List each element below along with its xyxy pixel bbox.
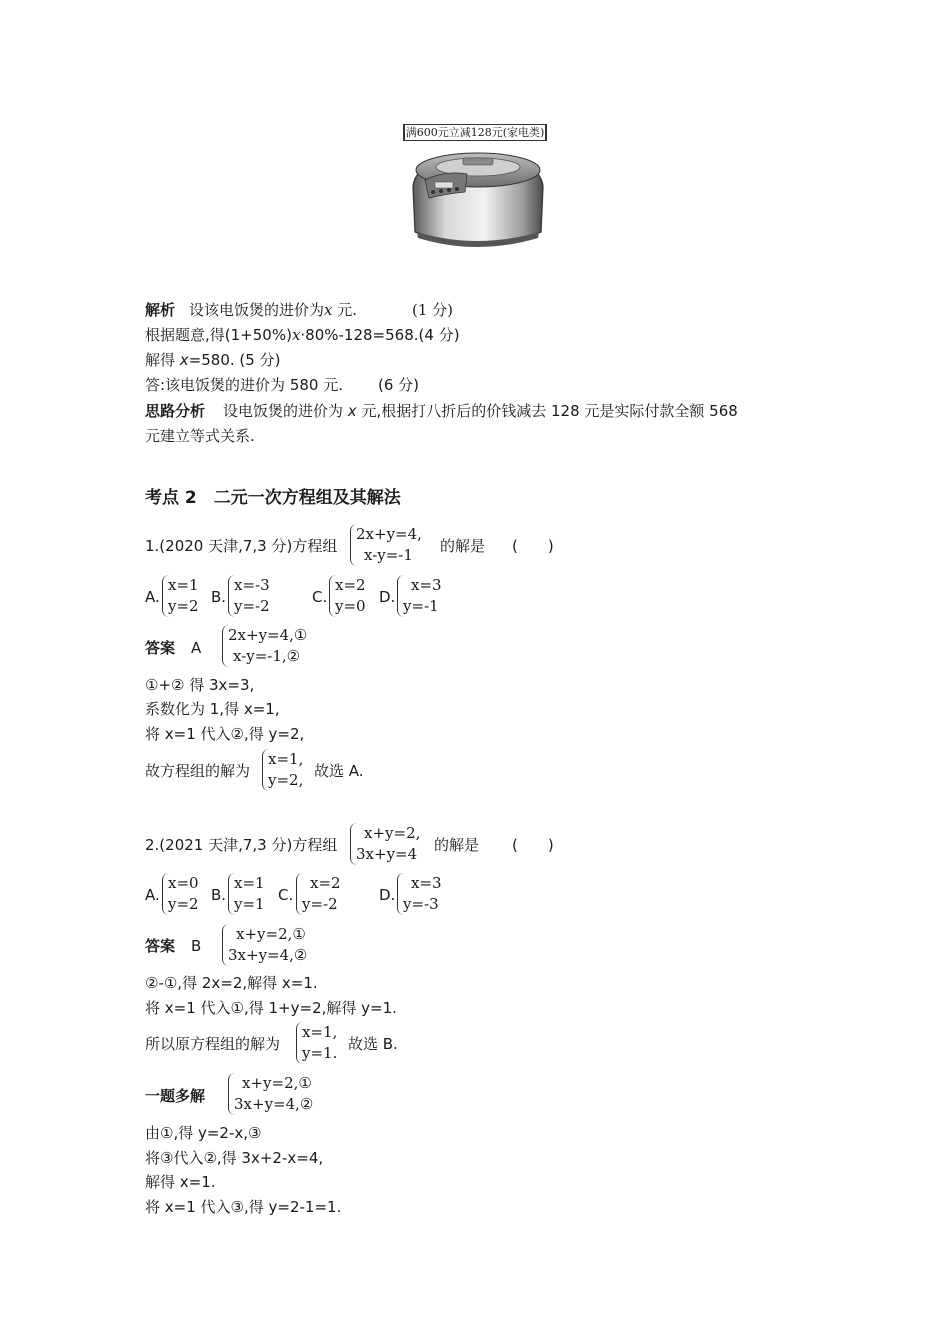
q1-option-a-letter: A. [145,588,160,606]
q2-step-1: ②-①,得 2x=2,解得 x=1. [145,974,318,992]
alt-step-2: 将③代入②,得 3x+2-x=4, [145,1149,324,1167]
q2-answer-label: 答案 [145,937,176,955]
q2-option-d-row-1: x=3 [411,874,442,892]
q1-step-3: 将 x=1 代入②,得 y=2, [145,725,305,743]
q1-option-b-row-1: x=-3 [234,576,270,594]
q2-answer-value: B [191,937,202,955]
q2-solution-row-1: x=1, [302,1023,338,1041]
q1-option-d-row-1: x=3 [411,576,442,594]
q1-option-d-letter: D. [379,588,396,606]
solution-step-2-tail: ·80%-128=568.(4 分) [300,326,460,344]
q1-stem-pre: 1.(2020 天津,7,3 分)方程组 [145,537,338,555]
q2-option-a-row-1: x=0 [168,874,199,892]
answer-text: 答:该电饭煲的进价为 580 元. [145,376,343,394]
analysis-text-b: 元,根据打八折后的价钱减去 128 元是实际付款全额 568 [356,402,738,420]
q2-step-3-pre: 所以原方程组的解为 [145,1035,281,1053]
q1-sys-row-2: x-y=-1 [364,546,413,564]
q1-option-a-row-2: y=2 [168,597,199,615]
q2-sys-row-2: 3x+y=4 [356,845,418,863]
q2-step-3-post: 故选 B. [348,1035,398,1053]
q2-answer [145,939,201,954]
q2-option-b-row-1: x=1 [234,874,265,892]
q1-step-1: ①+② 得 3x=3, [145,676,255,694]
alt-step-1: 由①,得 y=2-x,③ [145,1124,262,1142]
q1-system [350,524,422,566]
q1-answer-sys-row-1: 2x+y=4,① [228,626,308,644]
solution-step-1-tail: 元. [332,301,358,319]
q2-option-b-row-2: y=1 [234,895,265,913]
q1-option-a-row-1: x=1 [168,576,199,594]
promo-caption [403,124,547,141]
q2-option-b [228,873,265,915]
promo-caption-text: 满600元立减128元(家电类) [405,126,545,139]
var-x: x [347,402,357,420]
q2-option-d-row-2: y=-3 [403,895,439,913]
solution-line-1 [145,303,357,318]
alt-sys-row-2: 3x+y=4,② [234,1095,314,1113]
q1-step-4-pre: 故方程组的解为 [145,762,251,780]
q1-option-b-letter: B. [211,588,227,606]
q2-system [350,823,420,865]
q2-option-c-row-2: y=-2 [302,895,338,913]
q2-sys-row-1: x+y=2, [364,824,421,842]
q2-option-d-letter: D. [379,886,396,904]
alt-method-label: 一题多解 [145,1087,206,1105]
q1-answer-sys-row-2: x-y=-1,② [233,647,301,665]
q1-solution-row-1: x=1, [268,750,304,768]
alt-step-4: 将 x=1 代入③,得 y=2-1=1. [145,1198,342,1216]
score-1: (1 分) [412,301,454,319]
q1-option-c-row-1: x=2 [335,576,366,594]
q2-answer-sys-row-2: 3x+y=4,② [228,946,308,964]
section-title: 考点 2 二元一次方程组及其解法 [145,488,401,508]
alt-method-system [228,1073,313,1115]
q2-option-c-letter: C. [278,886,294,904]
q1-option-c-letter: C. [312,588,328,606]
analysis-line-2: 元建立等式关系. [145,427,255,445]
q2-answer-sys-row-1: x+y=2,① [236,925,306,943]
q1-answer-bracket: ( ) [512,537,554,555]
q1-option-d [397,575,442,617]
q1-option-d-row-2: y=-1 [403,597,439,615]
analysis-thought-label: 思路分析 [145,402,206,420]
solution-step-1: 设该电饭煲的进价为 [189,301,325,319]
q1-solution-row-2: y=2, [268,771,304,789]
q1-option-c [329,575,366,617]
q1-option-a [162,575,199,617]
var-x: x [324,301,333,319]
solution-step-3-tail: =580. (5 分) [188,351,281,369]
q1-answer-label: 答案 [145,639,176,657]
q1-step-4-post: 故选 A. [314,762,364,780]
solution-line-2 [145,328,460,343]
q2-option-c [296,873,341,915]
q1-solution-system [262,749,303,791]
q1-option-b-row-2: y=-2 [234,597,270,615]
solution-line-3 [145,353,280,368]
score-6: (6 分) [378,376,420,394]
q2-step-2: 将 x=1 代入①,得 1+y=2,解得 y=1. [145,999,397,1017]
analysis-line-1 [145,404,738,419]
solution-step-2: 根据题意,得(1+50%) [145,326,292,344]
alt-step-3: 解得 x=1. [145,1173,216,1191]
q1-stem-post: 的解是 [440,537,486,555]
q2-option-a [162,873,199,915]
q1-sys-row-1: 2x+y=4, [356,525,422,543]
q1-answer-value: A [191,639,202,657]
q2-stem-post: 的解是 [434,836,480,854]
q2-option-a-row-2: y=2 [168,895,199,913]
q1-answer [145,641,201,656]
q2-option-c-row-1: x=2 [310,874,341,892]
var-x: x [291,326,301,344]
q2-answer-bracket: ( ) [512,836,554,854]
q2-stem-pre: 2.(2021 天津,7,3 分)方程组 [145,836,338,854]
analysis-label: 解析 [145,301,176,319]
q1-option-c-row-2: y=0 [335,597,366,615]
rice-cooker-image [405,140,550,258]
q2-solution-system [296,1022,337,1064]
q2-answer-system [222,924,307,966]
var-x: x [179,351,189,369]
analysis-text-a: 设电饭煲的进价为 [223,402,348,420]
solution-step-3-pre: 解得 [145,351,180,369]
q2-solution-row-2: y=1. [302,1044,338,1062]
q1-option-b [228,575,270,617]
solution-answer [145,378,343,393]
q2-option-a-letter: A. [145,886,160,904]
q2-option-d [397,873,442,915]
q1-step-2: 系数化为 1,得 x=1, [145,700,280,718]
q1-answer-system [222,625,307,667]
q2-option-b-letter: B. [211,886,227,904]
alt-sys-row-1: x+y=2,① [242,1074,312,1092]
